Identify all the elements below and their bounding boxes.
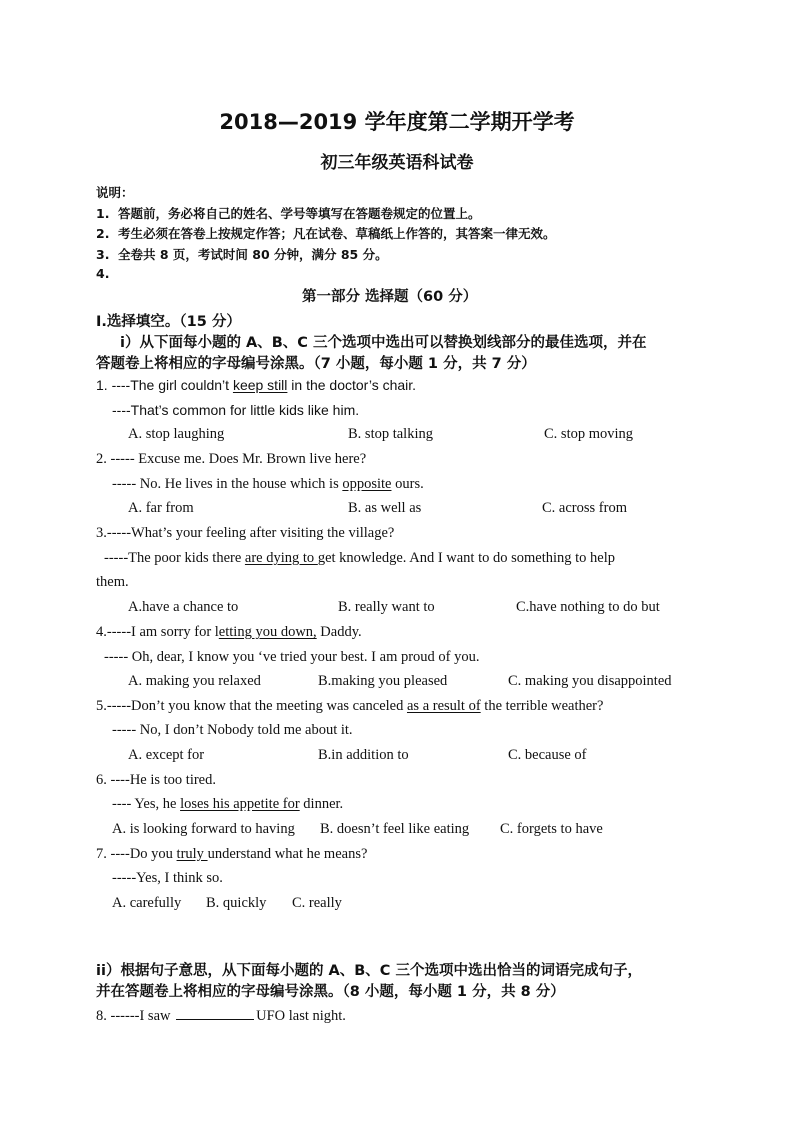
question-2: 2. ----- Excuse me. Does Mr. Brown live here?: [96, 451, 367, 467]
question-5-reply: ----- No, I don’t Nobody told me about it.: [112, 722, 353, 738]
question-4: 4.-----I am sorry for letting you down, Daddy.: [96, 624, 362, 640]
question-7-reply: -----Yes, I think so.: [112, 870, 223, 886]
question-7: 7. ----Do you truly understand what he means?: [96, 846, 368, 862]
subsection-instruction: 并在答题卷上将相应的字母编号涂黑。（8 小题，每小题 1 分，共 8 分）: [96, 984, 565, 1000]
option-b: B. doesn’t feel like eating: [320, 821, 470, 837]
exam-title: 2018—2019 学年度第二学期开学考: [219, 110, 575, 134]
question-2-reply: ----- No. He lives in the house which is opposite ours.: [112, 476, 424, 492]
option-b: B.making you pleased: [318, 673, 448, 689]
option-a: A. far from: [128, 500, 194, 516]
option-b: B. as well as: [348, 500, 422, 516]
subsection-instruction: 答题卷上将相应的字母编号涂黑。（7 小题，每小题 1 分，共 7 分）: [96, 356, 536, 372]
question-5: 5.-----Don’t you know that the meeting was canceled as a result of the terrible weather?: [96, 698, 604, 714]
option-c: C. because of: [508, 747, 587, 763]
question-6: 6. ----He is too tired.: [96, 772, 216, 788]
subsection-instruction: i）从下面每小题的 A、B、C 三个选项中选出可以替换划线部分的最佳选项，并在: [120, 335, 647, 351]
question-1-reply: ----That’s common for little kids like him.: [112, 402, 360, 418]
section-heading: I.选择填空。（15 分）: [96, 314, 241, 330]
option-c: C. really: [292, 895, 342, 911]
option-b: B. really want to: [338, 599, 435, 615]
question-8: 8. ------I saw UFO last night.: [96, 1008, 346, 1024]
option-c: C. stop moving: [544, 426, 634, 442]
option-a: A. is looking forward to having: [112, 821, 295, 837]
instruction-item: 2. 考生必须在答卷上按规定作答；凡在试卷、草稿纸上作答的，其答案一律无效。: [96, 226, 556, 241]
option-a: A. except for: [128, 747, 205, 763]
option-a: A.have a chance to: [128, 599, 239, 615]
option-c: C.have nothing to do but: [516, 599, 660, 615]
option-b: B. stop talking: [348, 426, 433, 442]
question-3: 3.-----What’s your feeling after visiting the village?: [96, 525, 395, 541]
option-a: A. making you relaxed: [128, 673, 261, 689]
instruction-item: 3. 全卷共 8 页，考试时间 80 分钟，满分 85 分。: [96, 247, 388, 262]
option-b: B.in addition to: [318, 747, 409, 763]
question-6-reply: ---- Yes, he loses his appetite for dinner.: [112, 796, 344, 812]
question-3-reply: -----The poor kids there are dying to get knowledge. And I want to do something to help: [104, 550, 616, 566]
instruction-item: 4.: [96, 266, 110, 281]
instruction-item: 1. 答题前，务必将自己的姓名、学号等填写在答题卷规定的位置上。: [96, 206, 481, 221]
question-4-reply: ----- Oh, dear, I know you ‘ve tried your best. I am proud of you.: [104, 649, 480, 665]
option-b: B. quickly: [206, 895, 267, 911]
subsection-instruction: ii）根据句子意思，从下面每小题的 A、B、C 三个选项中选出恰当的词语完成句子，: [96, 963, 642, 979]
question-3-reply-cont: them.: [96, 574, 129, 590]
part-heading: 第一部分 选择题（60 分）: [302, 289, 478, 305]
exam-subtitle: 初三年级英语科试卷: [320, 153, 474, 173]
answer-blank: [176, 1007, 254, 1020]
option-a: A. stop laughing: [128, 426, 225, 442]
option-a: A. carefully: [112, 895, 182, 911]
option-c: C. making you disappointed: [508, 673, 672, 689]
option-c: C. across from: [542, 500, 627, 516]
question-1: 1. ----The girl couldn’t keep still in the doctor’s chair.: [96, 377, 417, 393]
option-c: C. forgets to have: [500, 821, 603, 837]
instructions-heading: 说明：: [96, 185, 134, 200]
